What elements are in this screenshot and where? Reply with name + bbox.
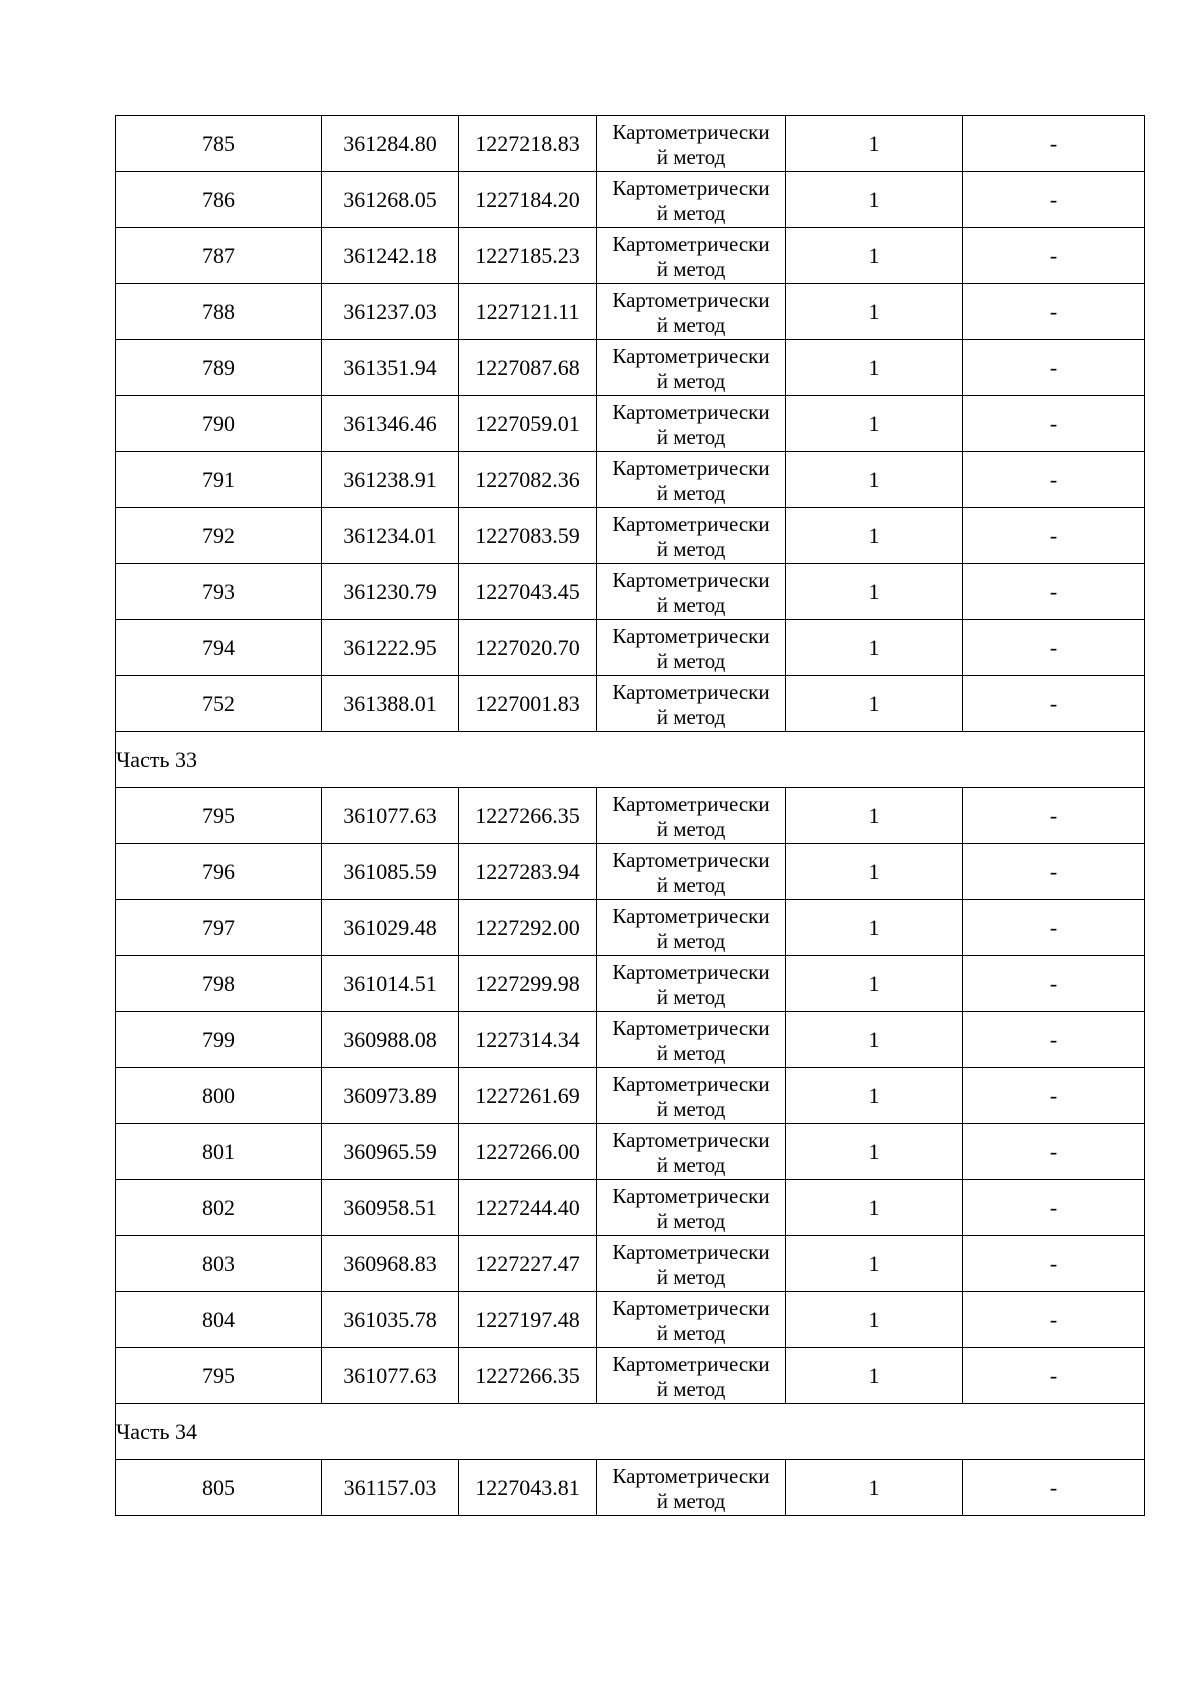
x-coordinate-cell: 361238.91 (322, 452, 459, 508)
x-coordinate-cell: 361346.46 (322, 396, 459, 452)
method-cell (597, 396, 786, 452)
point-number-cell: 791 (116, 452, 322, 508)
y-coordinate-cell: 1227121.11 (459, 284, 597, 340)
note-cell: - (963, 620, 1145, 676)
accuracy-cell: 1 (786, 676, 963, 732)
method-cell (597, 1348, 786, 1404)
method-text-line-1: Картометрически (612, 680, 770, 705)
x-coordinate-cell: 361388.01 (322, 676, 459, 732)
x-coordinate-cell: 361029.48 (322, 900, 459, 956)
table-row (116, 1124, 1145, 1180)
method-text-line-1: Картометрически (612, 848, 770, 873)
method-cell (597, 228, 786, 284)
coordinates-table (115, 115, 1145, 1516)
accuracy-cell: 1 (786, 396, 963, 452)
note-cell: - (963, 564, 1145, 620)
y-coordinate-cell: 1227059.01 (459, 396, 597, 452)
method-text-line-2: й метод (656, 480, 726, 505)
method-cell (597, 676, 786, 732)
y-coordinate-cell: 1227244.40 (459, 1180, 597, 1236)
x-coordinate-cell: 360968.83 (322, 1236, 459, 1292)
x-coordinate-cell: 360958.51 (322, 1180, 459, 1236)
table-row (116, 956, 1145, 1012)
accuracy-cell: 1 (786, 788, 963, 844)
y-coordinate-cell: 1227266.35 (459, 788, 597, 844)
table-row (116, 564, 1145, 620)
method-cell (597, 340, 786, 396)
note-cell: - (963, 396, 1145, 452)
table-row (116, 1460, 1145, 1516)
point-number-cell: 785 (116, 116, 322, 172)
method-text-line-2: й метод (656, 1040, 726, 1065)
table-row (116, 844, 1145, 900)
accuracy-cell: 1 (786, 1068, 963, 1124)
method-cell (597, 116, 786, 172)
accuracy-cell: 1 (786, 1236, 963, 1292)
method-text-line-1: Картометрически (612, 344, 770, 369)
method-text-line-1: Картометрически (612, 288, 770, 313)
method-text-line-1: Картометрически (612, 792, 770, 817)
method-cell (597, 956, 786, 1012)
coordinates-table-body (116, 116, 1145, 1516)
x-coordinate-cell: 361085.59 (322, 844, 459, 900)
method-cell (597, 900, 786, 956)
method-cell (597, 564, 786, 620)
y-coordinate-cell: 1227197.48 (459, 1292, 597, 1348)
method-cell (597, 844, 786, 900)
method-text-line-2: й метод (656, 1376, 726, 1401)
accuracy-cell: 1 (786, 1348, 963, 1404)
x-coordinate-cell: 361035.78 (322, 1292, 459, 1348)
note-cell: - (963, 676, 1145, 732)
point-number-cell: 795 (116, 1348, 322, 1404)
x-coordinate-cell: 361234.01 (322, 508, 459, 564)
point-number-cell: 801 (116, 1124, 322, 1180)
accuracy-cell: 1 (786, 1180, 963, 1236)
method-text-line-2: й метод (656, 312, 726, 337)
point-number-cell: 790 (116, 396, 322, 452)
y-coordinate-cell: 1227087.68 (459, 340, 597, 396)
point-number-cell: 795 (116, 788, 322, 844)
method-text-line-1: Картометрически (612, 568, 770, 593)
table-row (116, 228, 1145, 284)
x-coordinate-cell: 360965.59 (322, 1124, 459, 1180)
y-coordinate-cell: 1227083.59 (459, 508, 597, 564)
method-text-line-1: Картометрически (612, 1352, 770, 1377)
point-number-cell: 804 (116, 1292, 322, 1348)
table-row (116, 900, 1145, 956)
y-coordinate-cell: 1227227.47 (459, 1236, 597, 1292)
method-text-line-1: Картометрически (612, 1296, 770, 1321)
method-cell (597, 1460, 786, 1516)
point-number-cell: 789 (116, 340, 322, 396)
method-cell (597, 172, 786, 228)
table-row (116, 1348, 1145, 1404)
method-text-line-2: й метод (656, 648, 726, 673)
table-row (116, 396, 1145, 452)
point-number-cell: 787 (116, 228, 322, 284)
table-row (116, 172, 1145, 228)
method-text-line-2: й метод (656, 1320, 726, 1345)
accuracy-cell: 1 (786, 564, 963, 620)
note-cell: - (963, 452, 1145, 508)
point-number-cell: 796 (116, 844, 322, 900)
method-text-line-1: Картометрически (612, 1128, 770, 1153)
point-number-cell: 805 (116, 1460, 322, 1516)
method-text-line-2: й метод (656, 704, 726, 729)
x-coordinate-cell: 361284.80 (322, 116, 459, 172)
note-cell: - (963, 1292, 1145, 1348)
y-coordinate-cell: 1227185.23 (459, 228, 597, 284)
method-text-line-1: Картометрически (612, 456, 770, 481)
point-number-cell: 799 (116, 1012, 322, 1068)
method-text-line-2: й метод (656, 200, 726, 225)
method-text-line-2: й метод (656, 144, 726, 169)
section-header-row (116, 1404, 1145, 1460)
method-cell (597, 508, 786, 564)
accuracy-cell: 1 (786, 508, 963, 564)
note-cell: - (963, 172, 1145, 228)
point-number-cell: 788 (116, 284, 322, 340)
method-text-line-1: Картометрически (612, 120, 770, 145)
method-text-line-1: Картометрически (612, 1072, 770, 1097)
x-coordinate-cell: 361157.03 (322, 1460, 459, 1516)
note-cell: - (963, 1012, 1145, 1068)
table-row (116, 1180, 1145, 1236)
method-cell (597, 1180, 786, 1236)
method-cell (597, 788, 786, 844)
y-coordinate-cell: 1227043.45 (459, 564, 597, 620)
point-number-cell: 786 (116, 172, 322, 228)
accuracy-cell: 1 (786, 620, 963, 676)
point-number-cell: 793 (116, 564, 322, 620)
accuracy-cell: 1 (786, 844, 963, 900)
note-cell: - (963, 900, 1145, 956)
y-coordinate-cell: 1227283.94 (459, 844, 597, 900)
method-text-line-1: Картометрически (612, 1016, 770, 1041)
accuracy-cell: 1 (786, 284, 963, 340)
x-coordinate-cell: 361237.03 (322, 284, 459, 340)
method-text-line-2: й метод (656, 928, 726, 953)
point-number-cell: 800 (116, 1068, 322, 1124)
method-text-line-2: й метод (656, 536, 726, 561)
note-cell: - (963, 1124, 1145, 1180)
method-cell (597, 452, 786, 508)
note-cell: - (963, 1180, 1145, 1236)
method-text-line-1: Картометрически (612, 1240, 770, 1265)
accuracy-cell: 1 (786, 1460, 963, 1516)
method-text-line-2: й метод (656, 256, 726, 281)
x-coordinate-cell: 360988.08 (322, 1012, 459, 1068)
x-coordinate-cell: 361077.63 (322, 1348, 459, 1404)
note-cell: - (963, 340, 1145, 396)
y-coordinate-cell: 1227184.20 (459, 172, 597, 228)
y-coordinate-cell: 1227299.98 (459, 956, 597, 1012)
table-row (116, 340, 1145, 396)
y-coordinate-cell: 1227292.00 (459, 900, 597, 956)
x-coordinate-cell: 361351.94 (322, 340, 459, 396)
section-header-row (116, 732, 1145, 788)
table-row (116, 1068, 1145, 1124)
note-cell: - (963, 788, 1145, 844)
method-text-line-2: й метод (656, 872, 726, 897)
point-number-cell: 794 (116, 620, 322, 676)
section-title: Часть 33 (116, 732, 1145, 788)
note-cell: - (963, 1460, 1145, 1516)
accuracy-cell: 1 (786, 116, 963, 172)
y-coordinate-cell: 1227218.83 (459, 116, 597, 172)
accuracy-cell: 1 (786, 956, 963, 1012)
accuracy-cell: 1 (786, 1292, 963, 1348)
method-text-line-1: Картометрически (612, 176, 770, 201)
method-text-line-1: Картометрически (612, 624, 770, 649)
method-text-line-1: Картометрически (612, 400, 770, 425)
accuracy-cell: 1 (786, 172, 963, 228)
point-number-cell: 798 (116, 956, 322, 1012)
accuracy-cell: 1 (786, 1012, 963, 1068)
table-row (116, 508, 1145, 564)
accuracy-cell: 1 (786, 900, 963, 956)
method-text-line-2: й метод (656, 1208, 726, 1233)
y-coordinate-cell: 1227001.83 (459, 676, 597, 732)
note-cell: - (963, 844, 1145, 900)
x-coordinate-cell: 361268.05 (322, 172, 459, 228)
note-cell: - (963, 116, 1145, 172)
method-cell (597, 284, 786, 340)
method-text-line-2: й метод (656, 1096, 726, 1121)
note-cell: - (963, 1236, 1145, 1292)
method-text-line-1: Картометрически (612, 1184, 770, 1209)
point-number-cell: 792 (116, 508, 322, 564)
accuracy-cell: 1 (786, 452, 963, 508)
x-coordinate-cell: 361014.51 (322, 956, 459, 1012)
method-text-line-2: й метод (656, 816, 726, 841)
x-coordinate-cell: 360973.89 (322, 1068, 459, 1124)
method-text-line-1: Картометрически (612, 904, 770, 929)
note-cell: - (963, 1348, 1145, 1404)
note-cell: - (963, 228, 1145, 284)
method-text-line-2: й метод (656, 368, 726, 393)
note-cell: - (963, 1068, 1145, 1124)
table-row (116, 452, 1145, 508)
point-number-cell: 803 (116, 1236, 322, 1292)
method-cell (597, 620, 786, 676)
table-row (116, 788, 1145, 844)
point-number-cell: 802 (116, 1180, 322, 1236)
table-row (116, 1292, 1145, 1348)
method-text-line-2: й метод (656, 592, 726, 617)
table-row (116, 676, 1145, 732)
method-text-line-2: й метод (656, 424, 726, 449)
method-text-line-1: Картометрически (612, 512, 770, 537)
note-cell: - (963, 508, 1145, 564)
section-title: Часть 34 (116, 1404, 1145, 1460)
x-coordinate-cell: 361242.18 (322, 228, 459, 284)
y-coordinate-cell: 1227266.00 (459, 1124, 597, 1180)
method-cell (597, 1236, 786, 1292)
y-coordinate-cell: 1227261.69 (459, 1068, 597, 1124)
method-text-line-2: й метод (656, 1488, 726, 1513)
table-row (116, 1012, 1145, 1068)
table-row (116, 620, 1145, 676)
method-text-line-2: й метод (656, 984, 726, 1009)
x-coordinate-cell: 361222.95 (322, 620, 459, 676)
point-number-cell: 752 (116, 676, 322, 732)
point-number-cell: 797 (116, 900, 322, 956)
table-row (116, 284, 1145, 340)
y-coordinate-cell: 1227266.35 (459, 1348, 597, 1404)
table-row (116, 116, 1145, 172)
y-coordinate-cell: 1227314.34 (459, 1012, 597, 1068)
x-coordinate-cell: 361077.63 (322, 788, 459, 844)
method-text-line-1: Картометрически (612, 960, 770, 985)
method-text-line-1: Картометрически (612, 1464, 770, 1489)
method-cell (597, 1068, 786, 1124)
method-text-line-2: й метод (656, 1152, 726, 1177)
method-cell (597, 1012, 786, 1068)
y-coordinate-cell: 1227043.81 (459, 1460, 597, 1516)
note-cell: - (963, 956, 1145, 1012)
method-cell (597, 1124, 786, 1180)
accuracy-cell: 1 (786, 1124, 963, 1180)
x-coordinate-cell: 361230.79 (322, 564, 459, 620)
note-cell: - (963, 284, 1145, 340)
accuracy-cell: 1 (786, 228, 963, 284)
y-coordinate-cell: 1227082.36 (459, 452, 597, 508)
accuracy-cell: 1 (786, 340, 963, 396)
table-row (116, 1236, 1145, 1292)
method-text-line-1: Картометрически (612, 232, 770, 257)
y-coordinate-cell: 1227020.70 (459, 620, 597, 676)
method-cell (597, 1292, 786, 1348)
method-text-line-2: й метод (656, 1264, 726, 1289)
